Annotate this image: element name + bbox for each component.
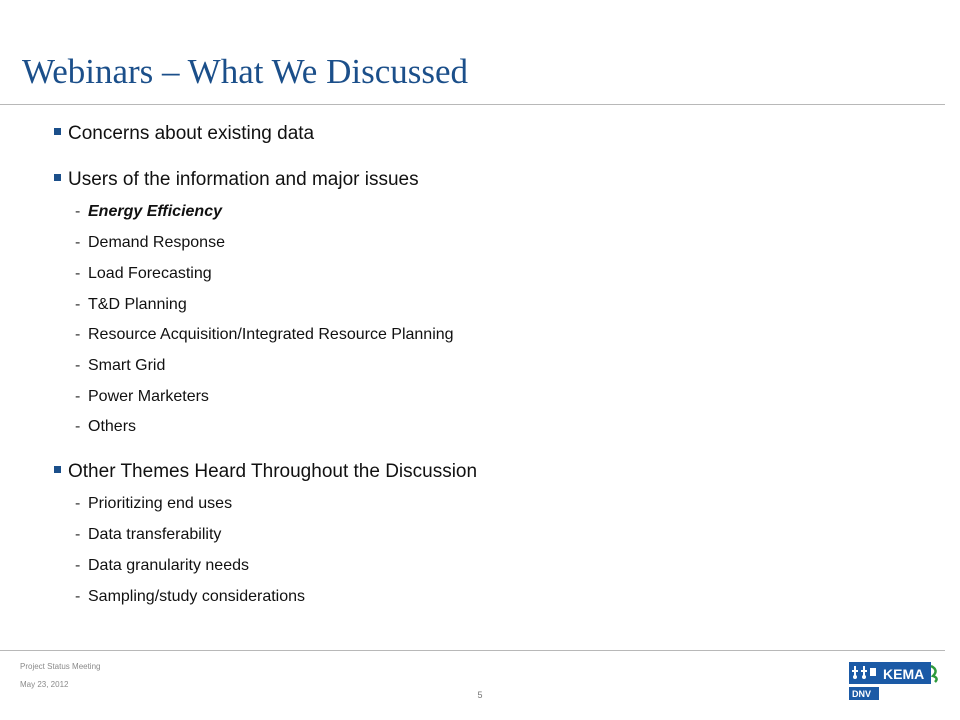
sub-item: - Data transferability [75, 526, 222, 543]
dash-bullet-icon: - [75, 388, 81, 405]
page-number: 5 [477, 690, 483, 700]
square-bullet-icon [54, 466, 61, 473]
dash-bullet-icon: - [75, 495, 81, 512]
footer-date: May 23, 2012 [20, 680, 69, 689]
square-bullet-icon [54, 174, 61, 181]
svg-text:DNV: DNV [852, 689, 872, 699]
dash-bullet-icon: - [75, 526, 81, 543]
sub-item: - Data granularity needs [75, 557, 249, 574]
sub-item: - Demand Response [75, 234, 225, 251]
dash-bullet-icon: - [75, 265, 81, 282]
footer-divider [0, 650, 945, 651]
dash-bullet-icon: - [75, 588, 81, 605]
bullet-users [54, 169, 419, 191]
sub-item: - Sampling/study considerations [75, 588, 306, 605]
dash-bullet-icon: - [75, 326, 81, 343]
slide-title: Webinars – What We Discussed [22, 52, 469, 91]
dash-bullet-icon: - [75, 557, 81, 574]
bullet-text: Concerns about existing data [68, 123, 315, 144]
footer-meeting: Project Status Meeting [20, 662, 101, 671]
sub-item: - Smart Grid [75, 357, 166, 374]
dash-bullet-icon: - [75, 357, 81, 374]
dash-bullet-icon: - [75, 296, 81, 313]
sub-item: - Prioritizing end uses [75, 495, 233, 512]
title-divider [0, 104, 945, 105]
sub-item: - T&D Planning [75, 296, 187, 313]
sub-item: - Power Marketers [75, 388, 209, 405]
bullet-text: Other Themes Heard Throughout the Discussion [68, 461, 478, 482]
dash-bullet-icon: - [75, 234, 81, 251]
sub-item: - Resource Acquisition/Integrated Resource Planning [75, 326, 454, 343]
kema-dnv-logo-icon [849, 660, 941, 704]
square-bullet-icon [54, 128, 61, 135]
sub-item: - Energy Efficiency [75, 203, 222, 220]
bullet-concerns [54, 123, 314, 145]
sub-item: - Others [75, 418, 137, 435]
dash-bullet-icon: - [75, 203, 81, 220]
dash-bullet-icon: - [75, 418, 81, 435]
sub-item: - Load Forecasting [75, 265, 212, 282]
bullet-other-themes [54, 461, 477, 483]
bullet-text: Users of the information and major issues [68, 169, 419, 190]
svg-text:KEMA: KEMA [883, 666, 925, 682]
